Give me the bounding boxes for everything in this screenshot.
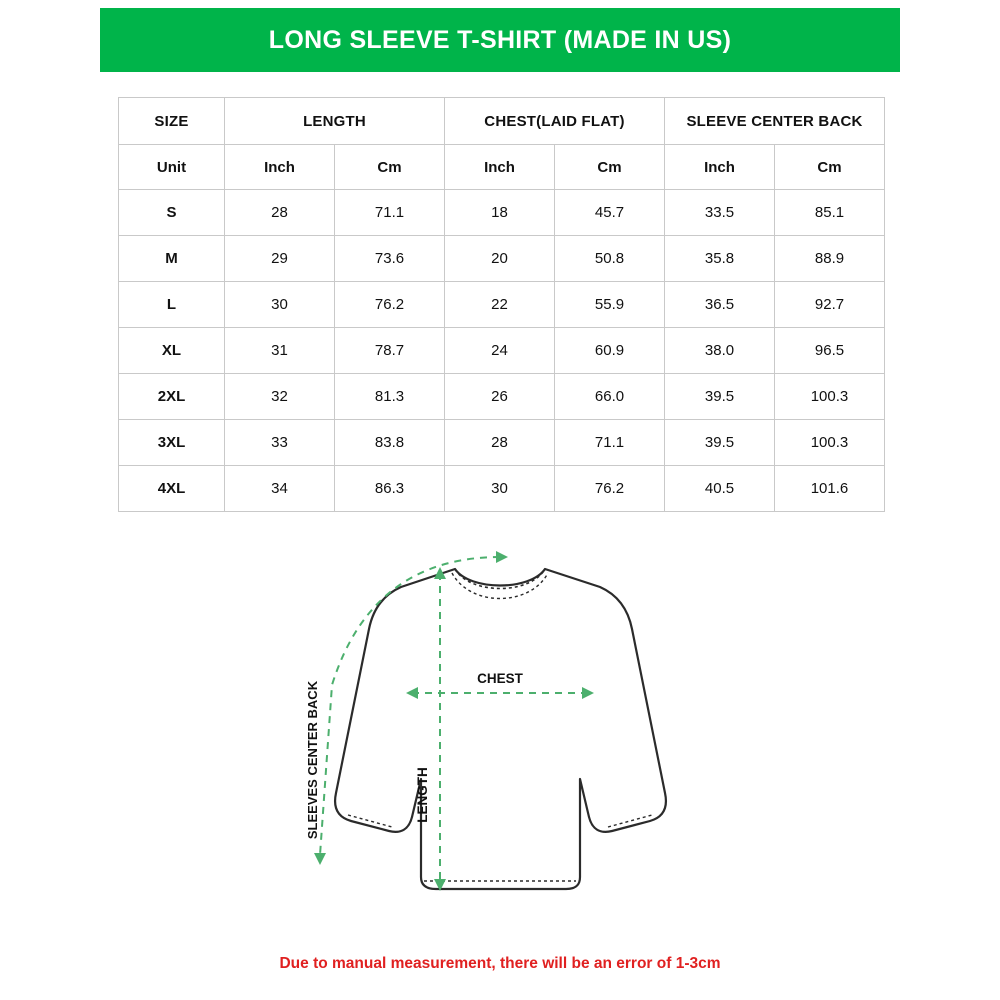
cell-chest-inch: 28: [445, 420, 555, 466]
cell-sleeve-inch: 39.5: [665, 420, 775, 466]
cell-size: S: [119, 190, 225, 236]
cell-length-cm: 76.2: [335, 282, 445, 328]
page-title: LONG SLEEVE T-SHIRT (MADE IN US): [268, 25, 732, 54]
unit-length-inch: Inch: [225, 145, 335, 190]
cell-sleeve-cm: 101.6: [775, 466, 885, 512]
cell-length-inch: 33: [225, 420, 335, 466]
cell-length-inch: 31: [225, 328, 335, 374]
cell-length-inch: 29: [225, 236, 335, 282]
cell-length-inch: 34: [225, 466, 335, 512]
header-banner: [100, 8, 900, 72]
cell-sleeve-cm: 96.5: [775, 328, 885, 374]
table-row: [119, 466, 885, 512]
table-group-header-row: [119, 98, 885, 145]
tshirt-outline-icon: [335, 569, 666, 889]
table-unit-row: [119, 145, 885, 190]
table-row: [119, 282, 885, 328]
cell-chest-cm: 45.7: [555, 190, 665, 236]
cell-length-cm: 81.3: [335, 374, 445, 420]
table-row: [119, 190, 885, 236]
sleeve-arrow-bottom-head: [314, 853, 326, 865]
cell-sleeve-inch: 35.8: [665, 236, 775, 282]
table-row: [119, 236, 885, 282]
cell-length-cm: 71.1: [335, 190, 445, 236]
cell-length-cm: 78.7: [335, 328, 445, 374]
cell-size: 2XL: [119, 374, 225, 420]
cell-sleeve-inch: 33.5: [665, 190, 775, 236]
unit-chest-cm: Cm: [555, 145, 665, 190]
cell-sleeve-cm: 88.9: [775, 236, 885, 282]
cell-length-inch: 30: [225, 282, 335, 328]
cell-size: 4XL: [119, 466, 225, 512]
cell-size: M: [119, 236, 225, 282]
cell-sleeve-inch: 36.5: [665, 282, 775, 328]
cell-size: XL: [119, 328, 225, 374]
cell-sleeve-inch: 40.5: [665, 466, 775, 512]
cell-chest-inch: 18: [445, 190, 555, 236]
cell-length-inch: 32: [225, 374, 335, 420]
cell-length-inch: 28: [225, 190, 335, 236]
header-length: LENGTH: [225, 98, 445, 145]
cell-length-cm: 73.6: [335, 236, 445, 282]
cell-chest-inch: 30: [445, 466, 555, 512]
cell-chest-inch: 24: [445, 328, 555, 374]
sleeve-arrow-top-head: [496, 551, 508, 563]
unit-length-cm: Cm: [335, 145, 445, 190]
garment-diagram: [0, 525, 1000, 925]
unit-sleeve-cm: Cm: [775, 145, 885, 190]
cell-chest-cm: 71.1: [555, 420, 665, 466]
cell-size: 3XL: [119, 420, 225, 466]
sleeve-label: SLEEVES CENTER BACK: [305, 680, 320, 840]
unit-sleeve-inch: Inch: [665, 145, 775, 190]
cell-chest-cm: 66.0: [555, 374, 665, 420]
cell-sleeve-cm: 92.7: [775, 282, 885, 328]
cell-sleeve-inch: 38.0: [665, 328, 775, 374]
cell-chest-inch: 20: [445, 236, 555, 282]
cell-length-cm: 86.3: [335, 466, 445, 512]
chest-label: CHEST: [477, 671, 523, 686]
cell-sleeve-inch: 39.5: [665, 374, 775, 420]
measurement-note: Due to manual measurement, there will be an error of 1-3cm: [279, 955, 721, 972]
table-row: [119, 420, 885, 466]
cell-length-cm: 83.8: [335, 420, 445, 466]
length-label: LENGTH: [415, 767, 430, 823]
header-chest: CHEST(LAID FLAT): [445, 98, 665, 145]
size-table: [118, 97, 885, 512]
cell-chest-cm: 60.9: [555, 328, 665, 374]
unit-label: Unit: [119, 145, 225, 190]
table-row: [119, 374, 885, 420]
cell-chest-cm: 76.2: [555, 466, 665, 512]
cell-chest-inch: 22: [445, 282, 555, 328]
cell-sleeve-cm: 100.3: [775, 420, 885, 466]
cell-size: L: [119, 282, 225, 328]
header-sleeve: SLEEVE CENTER BACK: [665, 98, 885, 145]
table-row: [119, 328, 885, 374]
header-size: SIZE: [119, 98, 225, 145]
size-table-container: [118, 97, 882, 512]
cell-sleeve-cm: 85.1: [775, 190, 885, 236]
cell-chest-inch: 26: [445, 374, 555, 420]
unit-chest-inch: Inch: [445, 145, 555, 190]
cell-sleeve-cm: 100.3: [775, 374, 885, 420]
cell-chest-cm: 50.8: [555, 236, 665, 282]
cell-chest-cm: 55.9: [555, 282, 665, 328]
